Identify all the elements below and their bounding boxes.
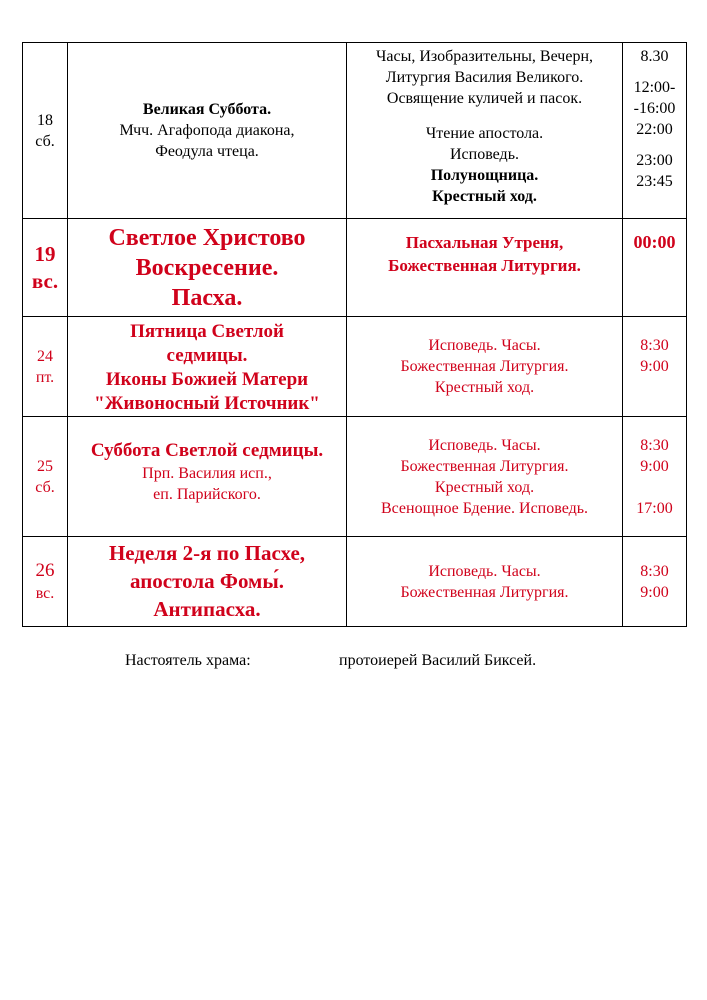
time-value: 9:00 (640, 358, 669, 375)
date-cell (23, 537, 68, 627)
feast-line: седмицы. (166, 345, 248, 366)
service-line: Крестный ход. (434, 479, 535, 496)
time-value: 8:30 (640, 437, 669, 454)
services-cell (347, 43, 623, 219)
feast-line: Иконы Божией Матери (105, 369, 309, 390)
service-line: Пасхальная Утреня, (405, 233, 564, 252)
time-value: 8:30 (640, 337, 669, 354)
service-line: Литургия Василия Великого. (385, 69, 584, 86)
time-value: 8:30 (640, 562, 669, 580)
weekday: сб. (35, 132, 55, 150)
feast-line: Мчч. Агафопода диакона, (119, 122, 295, 139)
service-line: Крестный ход. (432, 188, 537, 205)
services-cell (347, 317, 623, 417)
services-cell (347, 219, 623, 317)
weekday: пт. (35, 368, 55, 386)
service-line: Исповедь. (449, 146, 519, 163)
times-cell (623, 219, 687, 317)
time-value: 12:00- (633, 79, 676, 96)
time-value: 22:00 (636, 121, 673, 138)
feast-line: апостола Фомы́. (129, 569, 285, 593)
time-value: 8.30 (640, 48, 669, 65)
day-number: 19 (34, 241, 56, 266)
time-value: 9:00 (640, 583, 669, 601)
table-row (23, 219, 687, 317)
signature-footer (125, 652, 537, 670)
day-number: 25 (37, 457, 53, 475)
feast-cell (68, 317, 347, 417)
service-line: Исповедь. Часы. (428, 437, 541, 454)
services-cell (347, 537, 623, 627)
date-cell (23, 417, 68, 537)
date-cell (23, 317, 68, 417)
date-cell (23, 43, 68, 219)
time-value: 23:45 (636, 173, 673, 190)
feast-line: Пасха. (171, 285, 243, 311)
time-value: 00:00 (633, 232, 676, 252)
feast-title: Пятница Светлой (130, 321, 284, 342)
service-line: Божественная Литургия. (388, 256, 581, 275)
table-row (23, 317, 687, 417)
times-cell (623, 317, 687, 417)
day-number: 24 (37, 347, 53, 365)
weekday: вс. (35, 585, 55, 602)
feast-title: Великая Суббота. (142, 101, 272, 118)
service-line: Божественная Литургия. (400, 458, 569, 475)
service-line: Чтение апостола. (425, 125, 544, 142)
day-number: 18 (37, 111, 53, 129)
feast-title: Суббота Светлой седмицы. (90, 440, 324, 461)
service-line: Полунощница. (430, 167, 539, 184)
times-cell (623, 43, 687, 219)
feast-line: Прп. Василия исп., (142, 465, 272, 482)
rector-name: протоиерей Василий Биксей. (339, 652, 537, 669)
service-line: Освящение куличей и пасок. (386, 90, 583, 107)
feast-cell (68, 43, 347, 219)
feast-cell (68, 537, 347, 627)
schedule-table (22, 42, 687, 627)
table-row (23, 417, 687, 537)
feast-title: Неделя 2-я по Пасхе, (108, 541, 306, 565)
feast-line: Феодула чтеца. (155, 143, 259, 160)
service-line: Исповедь. Часы. (428, 562, 541, 580)
feast-line: Воскресение. (135, 255, 279, 281)
table-row (23, 537, 687, 627)
weekday: вс. (31, 268, 59, 293)
times-cell (623, 537, 687, 627)
service-line: Божественная Литургия. (400, 358, 569, 375)
times-cell (623, 417, 687, 537)
date-cell (23, 219, 68, 317)
time-value: 9:00 (640, 458, 669, 475)
feast-line: еп. Парийского. (153, 486, 261, 503)
day-number: 26 (35, 560, 55, 581)
service-line: Исповедь. Часы. (428, 337, 541, 354)
service-line: Божественная Литургия. (400, 583, 569, 601)
time-value: -16:00 (633, 100, 676, 117)
service-line: Всенощное Бдение. Исповедь. (380, 500, 589, 517)
feast-line: "Живоносный Источник" (94, 393, 320, 414)
feast-title: Светлое Христово (108, 225, 306, 251)
table-row (23, 43, 687, 219)
weekday: сб. (35, 478, 55, 496)
time-value: 23:00 (636, 152, 673, 169)
service-line: Крестный ход. (434, 379, 535, 396)
time-value: 17:00 (636, 500, 673, 517)
service-line: Часы, Изобразительны, Вечерн, (375, 48, 594, 65)
feast-line: Антипасха. (153, 597, 261, 621)
rector-label: Настоятель храма: (125, 652, 251, 669)
feast-cell (68, 219, 347, 317)
services-cell (347, 417, 623, 537)
feast-cell (68, 417, 347, 537)
